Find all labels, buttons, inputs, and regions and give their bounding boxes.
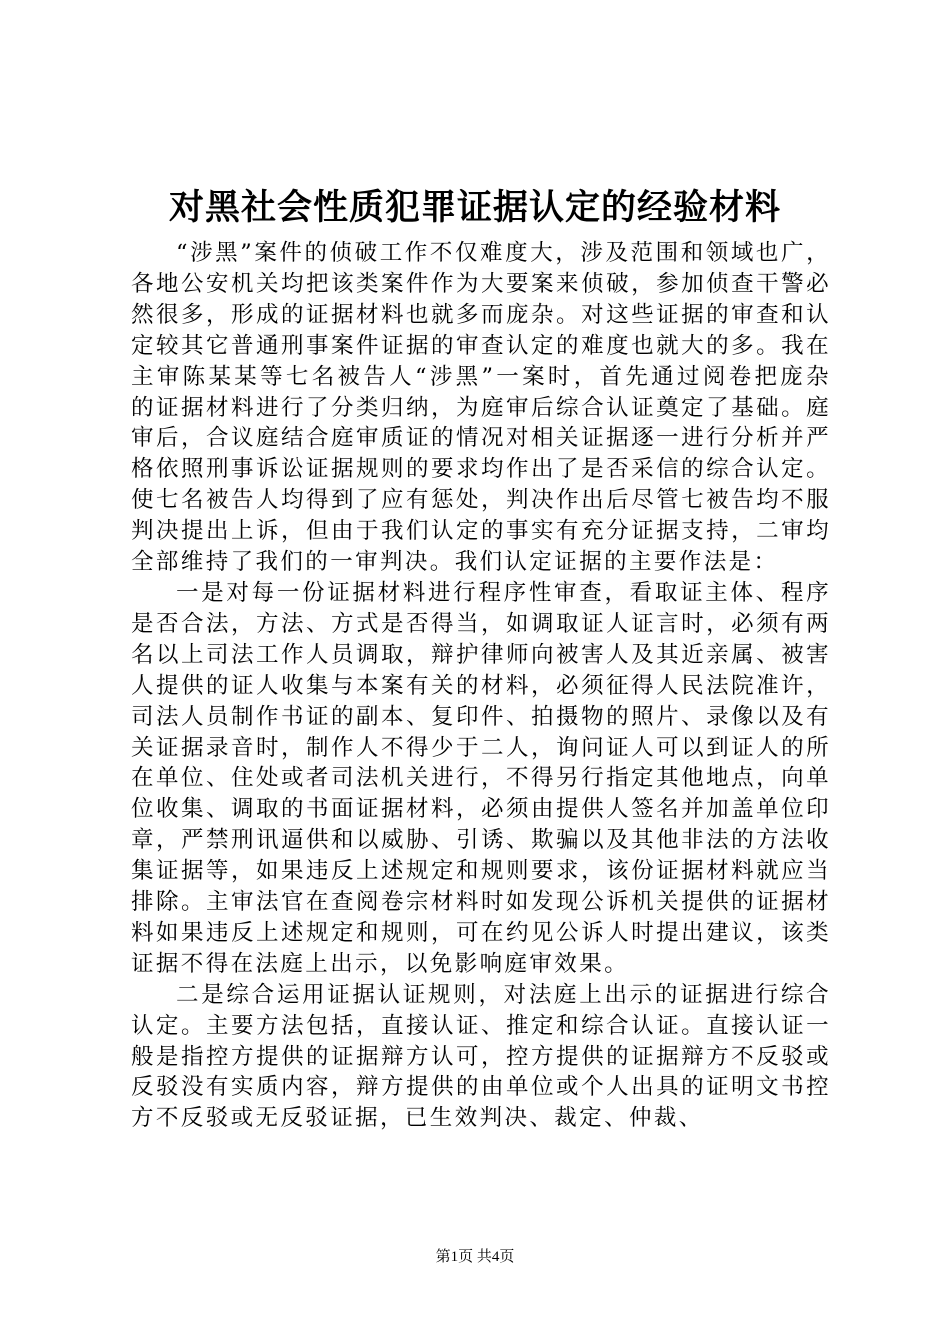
paragraph-method-one: 一是对每一份证据材料进行程序性审查，看取证主体、程序是否合法，方法、方式是否得当，如调取证人证言时，必须有两名以上司法工作人员调取，辩护律师向被害人及其近亲属、被害人提供的证人收集与本案有关的材料，必须征得人民法院准许，司法人员制作书证的副本、复印件、拍摄物的照片、录像以及有关证据录音时，制作人不得少于二人，询问证人可以到证人的所在单位、住处或者司法机关进行，不得另行指定其他地点，向单位收集、调取的书面证据材料，必须由提供人签名并加盖单位印章，严禁刑讯逼供和以威胁、引诱、欺骗以及其他非法的方法收集证据等，如果违反上述规定和规则要求，该份证据材料就应当排除。主审法官在查阅卷宗材料时如发现公诉机关提供的证据材料如果违反上述规定和规则，可在约见公诉人时提出建议，该类证据不得在法庭上出示，以免影响庭审效果。 <box>131 579 831 977</box>
paragraph-method-two: 二是综合运用证据认证规则，对法庭上出示的证据进行综合认定。主要方法包括，直接认证、推定和综合认证。直接认证一般是指控方提供的证据辩方认可，控方提供的证据辩方不反驳或反驳没有实质内容，辩方提供的由单位或个人出具的证明文书控方不反驳或无反驳证据，已生效判决、裁定、仲裁、 <box>131 981 831 1132</box>
page-number-footer: 第1页 共4页 <box>435 1249 515 1265</box>
document-title: 对黑社会性质犯罪证据认定的经验材料 <box>168 187 781 228</box>
paragraph-intro: “涉黑”案件的侦破工作不仅难度大，涉及范围和领域也广，各地公安机关均把该类案件作为大要案来侦破，参加侦查干警必然很多，形成的证据材料也就多而庞杂。对这些证据的审查和认定较其它普通刑事案件证据的审查认定的难度也就大的多。我在主审陈某某等七名被告人“涉黑”一案时，首先通过阅卷把庞杂的证据材料进行了分类归纳，为庭审后综合认证奠定了基础。庭审后，合议庭结合庭审质证的情况对相关证据逐一进行分析并严格依照刑事诉讼证据规则的要求均作出了是否采信的综合认定。使七名被告人均得到了应有惩处，判决作出后尽管七被告均不服判决提出上诉，但由于我们认定的事实有充分证据支持，二审均全部维持了我们的一审判决。我们认定证据的主要作法是： <box>131 240 831 576</box>
document-body <box>131 238 831 1134</box>
